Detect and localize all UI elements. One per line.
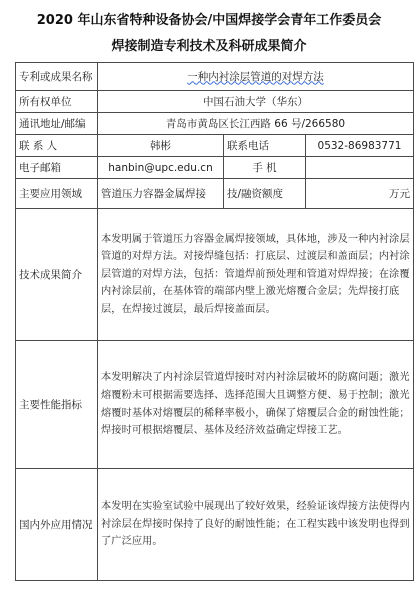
phone-value: 0532-86983771 (306, 135, 414, 157)
document-title-line2: 焊接制造专利技术及科研成果简介 (111, 39, 307, 54)
row-performance (16, 341, 414, 469)
patent-info-table (15, 62, 414, 581)
address-label: 通讯地址/邮编 (16, 113, 98, 135)
email-label: 电子邮箱 (16, 157, 98, 179)
application-label: 国内外应用情况 (16, 469, 98, 581)
document-title-line1: 2020 年山东省特种设备协会/中国焊接学会青年工作委员会 (36, 13, 382, 28)
performance-text: 本发明解决了内衬涂层管道焊接时对内衬涂层破坏的防腐问题；激光熔覆粉末可根据需要选择、选择范围大且调整方便、易于控制；激光熔覆时基体对熔覆层的稀释率极小，确保了熔覆层合金的耐蚀性能；焊接时可根据熔覆层、基体及经济效益确定焊接工艺。 (98, 341, 414, 469)
contact-label: 联 系 人 (16, 135, 98, 157)
intro-text: 本发明属于管道压力容器金属焊接领域，具体地，涉及一种内衬涂层管道的对焊方法。对接焊缝包括：打底层、过渡层和盖面层；内衬涂层管道的对焊方法，包括：管道焊前预处理和管道对焊焊接；在涂覆内衬涂层前，在基体管的端部内壁上激光熔覆合金层；先焊接打底层，在焊接过渡层，最后焊接盖面层。 (98, 209, 414, 341)
row-address (16, 113, 414, 135)
row-email (16, 157, 414, 179)
contact-value: 韩彬 (98, 135, 224, 157)
row-patent-name (16, 63, 414, 91)
invest-unit: 万元 (306, 179, 414, 209)
intro-label: 技术成果简介 (16, 209, 98, 341)
phone-label: 联系电话 (224, 135, 306, 157)
row-application (16, 469, 414, 581)
mobile-value (306, 157, 414, 179)
patent-name-value (98, 63, 414, 91)
row-contact (16, 135, 414, 157)
owner-value: 中国石油大学（华东） (98, 91, 414, 113)
row-intro (16, 209, 414, 341)
row-field (16, 179, 414, 209)
mobile-label: 手 机 (224, 157, 306, 179)
field-value: 管道压力容器金属焊接 (98, 179, 224, 209)
address-value: 青岛市黄岛区长江西路 66 号/266580 (98, 113, 414, 135)
application-text: 本发明在实验室试验中展现出了较好效果，经验证该焊接方法使得内衬涂层在焊接时保持了良好的耐蚀性能；在工程实践中该发明也得到了广泛应用。 (98, 469, 414, 581)
email-value: hanbin@upc.edu.cn (98, 157, 224, 179)
invest-label: 技/融资额度 (224, 179, 306, 209)
owner-label: 所有权单位 (16, 91, 98, 113)
performance-label: 主要性能指标 (16, 341, 98, 469)
field-label: 主要应用领域 (16, 179, 98, 209)
row-owner (16, 91, 414, 113)
patent-name-label: 专利或成果名称 (16, 63, 98, 91)
patent-name-text: 一种内衬涂层管道的对焊方法 (187, 70, 324, 83)
